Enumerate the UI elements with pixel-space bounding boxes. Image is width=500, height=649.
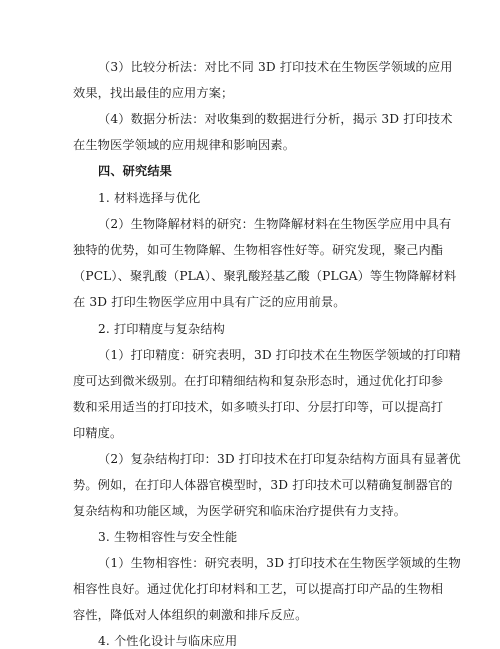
paragraph-line: （2）复杂结构打印：3D 打印技术在打印复杂结构方面具有显著优 [98, 452, 461, 466]
paragraph-line: 独特的优势，如可生物降解、生物相容性好等。研究发现，聚己内酯 [73, 243, 444, 257]
paragraph-line: （1）生物相容性：研究表明，3D 打印技术在生物医学领域的生物 [98, 556, 461, 570]
paragraph-line: 势。例如，在打印人体器官模型时，3D 打印技术可以精确复制器官的 [73, 478, 453, 492]
paragraph-line: （4）数据分析法：对收集到的数据进行分析，揭示 3D 打印技术 [98, 112, 453, 126]
paragraph-line: （1）打印精度：研究表明，3D 打印技术在生物医学领域的打印精 [98, 348, 461, 362]
subsection-heading: 4. 个性化设计与临床应用 [98, 634, 238, 648]
paragraph-line: 容性，降低对人体组织的刺激和排斥反应。 [73, 608, 308, 622]
paragraph-line: 相容性良好。通过优化打印材料和工艺，可以提高打印产品的生物相 [73, 582, 444, 596]
subsection-heading: 2. 打印精度与复杂结构 [98, 322, 225, 336]
paragraph-line: 度可达到微米级别。在打印精细结构和复杂形态时，通过优化打印参 [73, 374, 444, 388]
paragraph-line: 数和采用适当的打印技术，如多喷头打印、分层打印等，可以提高打 [73, 400, 444, 414]
paragraph-line: 在生物医学领域的应用规律和影响因素。 [73, 138, 296, 152]
paragraph-line: （2）生物降解材料的研究：生物降解材料在生物医学应用中具有 [98, 217, 452, 231]
section-heading: 四、研究结果 [98, 164, 173, 178]
paragraph-line: 印精度。 [73, 426, 123, 440]
paragraph-line: 效果，找出最佳的应用方案； [73, 86, 234, 100]
paragraph-line: 复杂结构和功能区域，为医学研究和临床治疗提供有力支持。 [73, 504, 407, 518]
paragraph-line: （3）比较分析法：对比不同 3D 打印技术在生物医学领域的应用 [98, 60, 453, 74]
subsection-heading: 1. 材料选择与优化 [98, 191, 201, 205]
paragraph-line: 在 3D 打印生物医学应用中具有广泛的应用前景。 [73, 295, 346, 309]
paragraph-line: （PCL）、聚乳酸（PLA）、聚乳酸羟基乙酸（PLGA）等生物降解材料 [73, 269, 457, 283]
subsection-heading: 3. 生物相容性与安全性能 [98, 530, 238, 544]
